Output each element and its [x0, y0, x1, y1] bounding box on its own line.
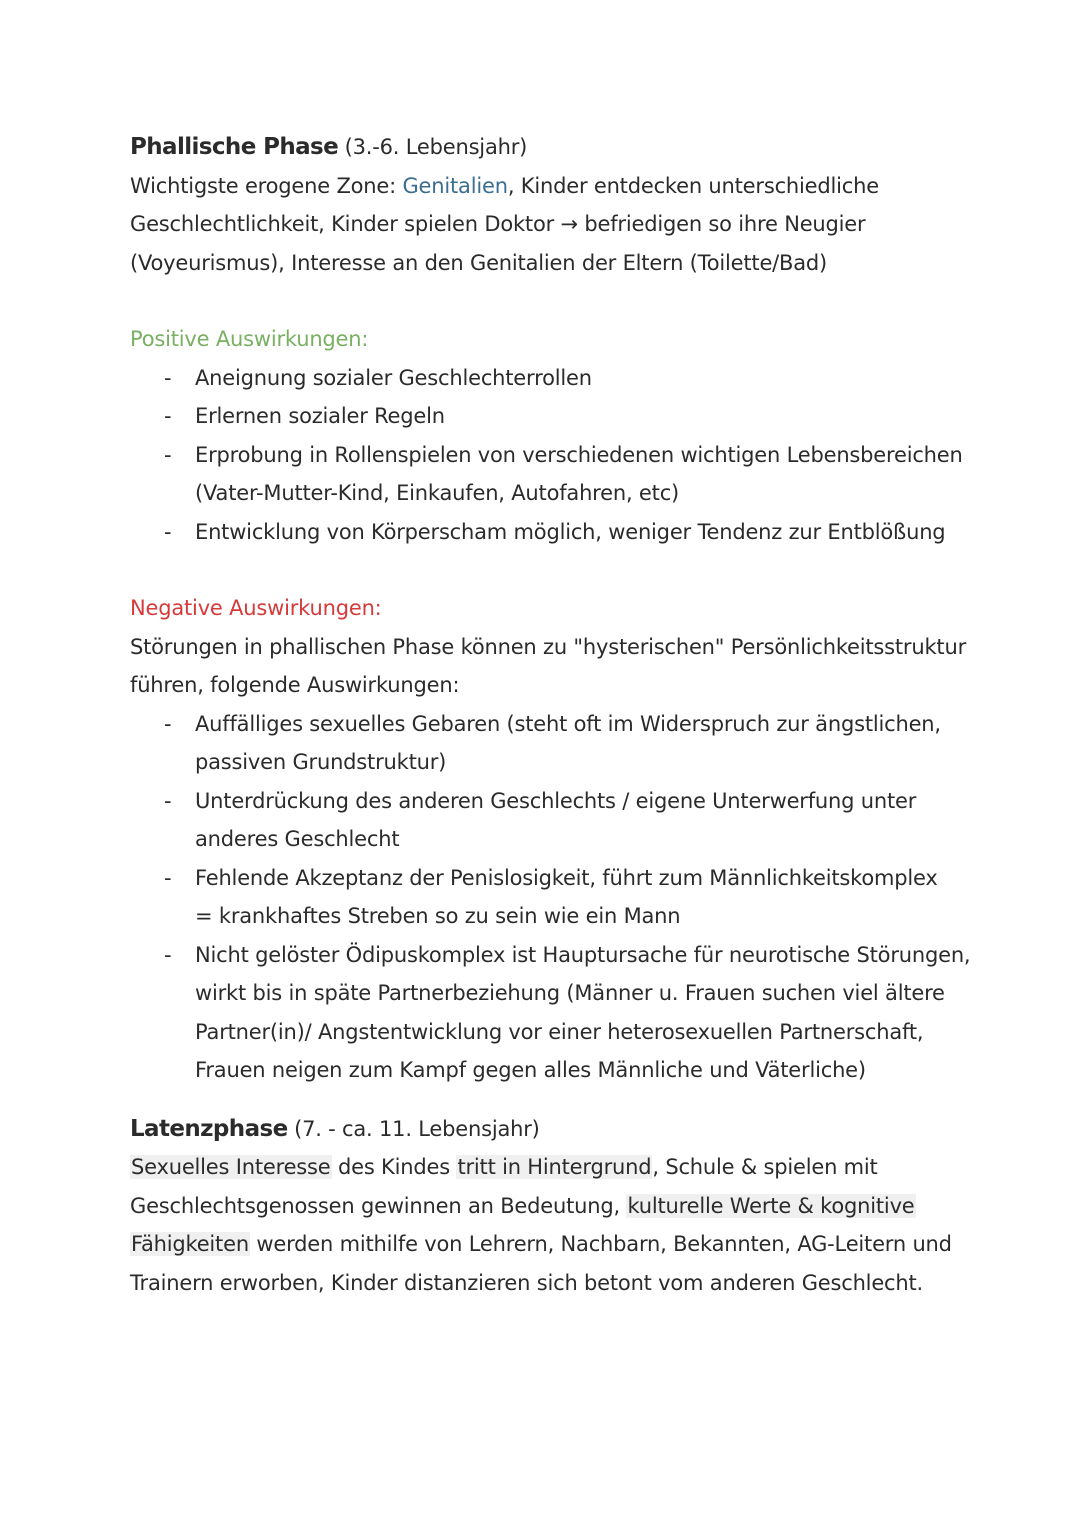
body-line: Sexuelles Interesse des Kindes tritt in Hintergrund, Schule & spielen mit — [131, 1155, 878, 1179]
intro-line: (Voyeurismus), Interesse an den Genitalien der Eltern (Toilette/Bad) — [130, 250, 828, 275]
list-item: - Unterdrückung des anderen Geschlechts / eigene Unterwerfung unter anderes Geschlecht — [130, 782, 960, 859]
highlighted-text: tritt in Hintergrund — [457, 1155, 652, 1179]
dash-marker: - — [164, 442, 172, 467]
section-age-range: (3.-6. Lebensjahr) — [344, 135, 528, 159]
list-item: - Auffälliges sexuelles Gebaren (steht oft im Widerspruch zur ängstlichen, passiven Grundstruktur) — [130, 705, 960, 782]
list-item: - Aneignung sozialer Geschlechterrollen — [130, 359, 960, 398]
document-page — [130, 128, 971, 1302]
list-item: - Entwicklung von Körperscham möglich, weniger Tendenz zur Entblößung — [130, 513, 960, 552]
highlighted-text: kulturelle Werte & kognitive — [627, 1193, 915, 1218]
dash-marker: - — [164, 865, 172, 890]
negative-heading: Negative Auswirkungen: — [130, 596, 382, 620]
negative-intro-line: Störungen in phallischen Phase können zu "hysterischen" Persönlichkeitsstruktur — [130, 634, 967, 659]
highlighted-text: Sexuelles Interesse — [131, 1155, 331, 1179]
highlight-term: Genitalien — [402, 173, 508, 198]
dash-marker: - — [164, 711, 172, 736]
section-title: Latenzphase — [130, 1115, 288, 1142]
list-item: - Erprobung in Rollenspielen von verschiedenen wichtigen Lebensbereichen (Vater-Mutter-Kind, Einkaufen, Autofahren, etc) — [130, 436, 960, 513]
highlighted-text: Fähigkeiten — [131, 1232, 249, 1256]
body-line: Geschlechtsgenossen gewinnen an Bedeutung, kulturelle Werte & kognitive — [130, 1193, 915, 1218]
dash-marker: - — [164, 519, 172, 544]
list-item: - Erlernen sozialer Regeln — [130, 397, 960, 436]
dash-marker: - — [164, 788, 172, 813]
list-item: - Fehlende Akzeptanz der Penislosigkeit, führt zum Männlichkeitskomplex = krankhaftes Streben so zu sein wie ein Mann — [130, 859, 960, 936]
intro-line: Geschlechtlichkeit, Kinder spielen Doktor → befriedigen so ihre Neugier — [130, 212, 866, 236]
positive-list — [130, 359, 963, 552]
negative-list — [130, 705, 971, 1090]
section-age-range: (7. - ca. 11. Lebensjahr) — [294, 1116, 540, 1141]
negative-intro-line: führen, folgende Auswirkungen: — [130, 673, 460, 697]
dash-marker: - — [164, 404, 172, 428]
body-line: Fähigkeiten werden mithilfe von Lehrern, Nachbarn, Bekannten, AG-Leitern und — [131, 1232, 952, 1256]
section-heading-phallische-phase — [130, 128, 960, 167]
section-title: Phallische Phase — [130, 134, 339, 160]
list-item: - Nicht gelöster Ödipuskomplex ist Hauptursache für neurotische Störungen, wirkt bis in späte Partnerbeziehung (Männer u. Frauen suchen viel ältere Partner(in)/ Angstentwicklung vor einer heterosexuellen Partnerschaft, Frauen neigen zum Kampf gegen alles Männliche und Väterliche) — [130, 936, 960, 1090]
dash-marker: - — [164, 942, 172, 967]
body-line: Trainern erworben, Kinder distanzieren sich betont vom anderen Geschlecht. — [130, 1270, 924, 1295]
section-heading-latenzphase — [130, 1110, 960, 1149]
dash-marker: - — [164, 365, 172, 390]
intro-line: Wichtigste erogene Zone: Genitalien, Kinder entdecken unterschiedliche — [130, 173, 879, 198]
positive-heading: Positive Auswirkungen: — [130, 327, 369, 351]
